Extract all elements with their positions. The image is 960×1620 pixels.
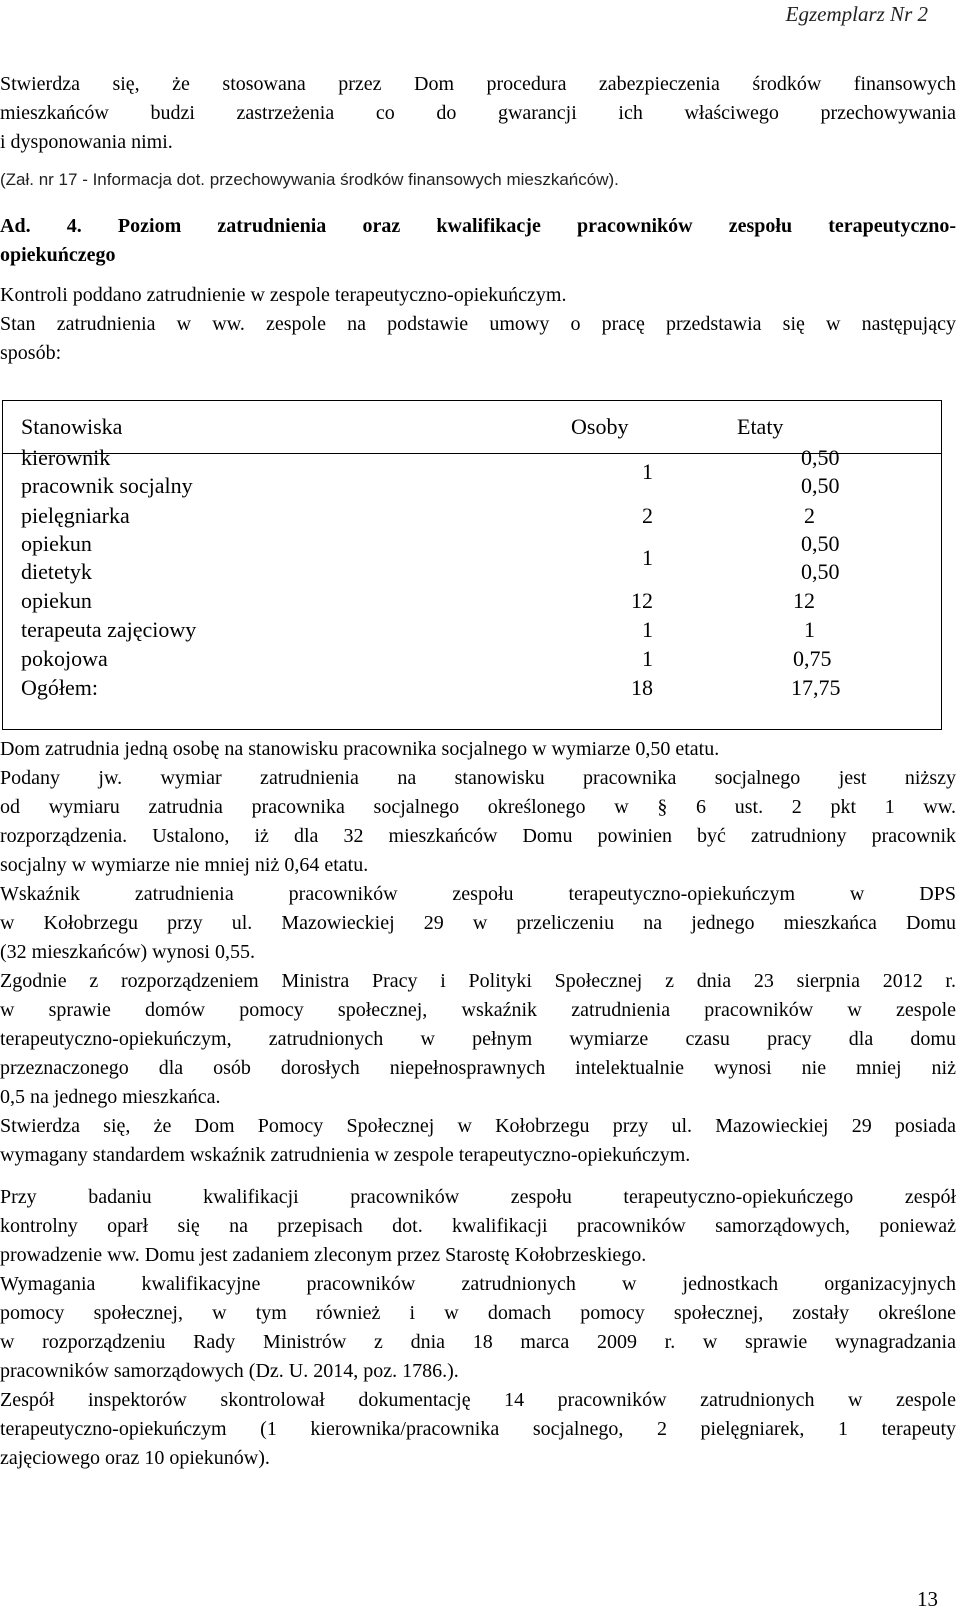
page-number: 13	[917, 1587, 938, 1611]
text-line: kontrolny oparł się na przepisach dot. kwalifikacji pracowników samorządowych, ponieważ	[0, 1215, 956, 1237]
section-heading	[0, 212, 956, 270]
table-cell-people: 2	[642, 503, 653, 528]
table-cell-position: terapeuta zajęciowy	[21, 617, 197, 642]
table-cell-position: dietetyk	[21, 559, 92, 584]
text-line: w sprawie domów pomocy społecznej, wskaźnik zatrudnienia pracowników w zespole	[0, 999, 956, 1021]
text-line: pracowników samorządowych (Dz. U. 2014, poz. 1786.).	[0, 1360, 459, 1382]
attachment-note-text: (Zał. nr 17 - Informacja dot. przechowywania środków finansowych mieszkańców).	[0, 170, 619, 189]
table-cell-fte: 2	[804, 503, 815, 528]
text-line: przeznaczonego dla osób dorosłych niepełnosprawnych intelektualnie wynosi nie mniej niż	[0, 1057, 956, 1079]
intro-paragraph	[0, 70, 956, 157]
text-line: socjalny w wymiarze nie mniej niż 0,64 etatu.	[0, 854, 369, 876]
text-line: w rozporządzeniu Rady Ministrów z dnia 18 marca 2009 r. w sprawie wynagradzania	[0, 1331, 956, 1353]
staffing-table	[2, 400, 942, 730]
body-paragraph-1	[0, 735, 956, 1170]
table-cell-people: 1	[642, 545, 653, 570]
table-cell-position: pokojowa	[21, 646, 108, 671]
text-line: sposób:	[0, 342, 62, 364]
text-line: 0,5 na jednego mieszkańca.	[0, 1086, 221, 1108]
text-line: Stan zatrudnienia w ww. zespole na podstawie umowy o pracę przedstawia się w następujący	[0, 313, 956, 335]
table-cell-fte: 0,50	[801, 473, 840, 498]
table-cell-total-fte: 17,75	[791, 675, 841, 700]
heading-line: Ad. 4. Poziom zatrudnienia oraz kwalifikacje pracowników zespołu terapeutyczno-	[0, 215, 956, 237]
table-cell-people: 1	[642, 459, 653, 484]
text-line: Stwierdza się, że stosowana przez Dom procedura zabezpieczenia środków finansowych	[0, 73, 956, 95]
text-line: i dysponowania nimi.	[0, 131, 173, 153]
table-cell-position: pracownik socjalny	[21, 473, 193, 498]
section-intro	[0, 281, 956, 368]
text-line: terapeutyczno-opiekuńczym (1 kierownika/pracownika socjalnego, 2 pielęgniarek, 1 terapeuty	[0, 1418, 956, 1440]
text-line: Dom zatrudnia jedną osobę na stanowisku pracownika socjalnego w wymiarze 0,50 etatu.	[0, 738, 720, 760]
text-line: Stwierdza się, że Dom Pomocy Społecznej w Kołobrzegu przy ul. Mazowieckiej 29 posiada	[0, 1115, 956, 1137]
table-cell-fte: 0,75	[793, 646, 832, 671]
text-line: pomocy społecznej, w tym również i w domach pomocy społecznej, zostały określone	[0, 1302, 956, 1324]
table-cell-total-people: 18	[631, 675, 653, 700]
text-line: Kontroli poddano zatrudnienie w zespole terapeutyczno-opiekuńczym.	[0, 284, 567, 306]
table-cell-fte: 0,50	[801, 445, 840, 470]
text-line: mieszkańców budzi zastrzeżenia co do gwarancji ich właściwego przechowywania	[0, 102, 956, 124]
text-line: terapeutyczno-opiekuńczym, zatrudnionych w pełnym wymiarze czasu pracy dla domu	[0, 1028, 956, 1050]
table-cell-people: 1	[642, 617, 653, 642]
text-line: (32 mieszkańców) wynosi 0,55.	[0, 941, 255, 963]
text-line: w Kołobrzegu przy ul. Mazowieckiej 29 w przeliczeniu na jednego mieszkańca Domu	[0, 912, 956, 934]
text-line: zajęciowego oraz 10 opiekunów).	[0, 1447, 270, 1469]
table-cell-fte: 0,50	[801, 559, 840, 584]
heading-line: opiekuńczego	[0, 244, 116, 266]
table-cell-total-label: Ogółem:	[21, 675, 98, 700]
table-cell-position: kierownik	[21, 445, 111, 470]
table-cell-fte: 0,50	[801, 531, 840, 556]
body-paragraph-2	[0, 1183, 956, 1473]
table-cell-fte: 1	[804, 617, 815, 642]
text-line: Wymagania kwalifikacyjne pracowników zatrudnionych w jednostkach organizacyjnych	[0, 1273, 956, 1295]
text-line: wymagany standardem wskaźnik zatrudnienia w zespole terapeutyczno-opiekuńczym.	[0, 1144, 691, 1166]
table-cell-position: opiekun	[21, 588, 92, 613]
text-line: Podany jw. wymiar zatrudnienia na stanowisku pracownika socjalnego jest niższy	[0, 767, 956, 789]
table-cell-position: pielęgniarka	[21, 503, 130, 528]
copy-label: Egzemplarz Nr 2	[785, 2, 928, 26]
header-position: Stanowiska	[21, 414, 123, 439]
text-line: Wskaźnik zatrudnienia pracowników zespołu terapeutyczno-opiekuńczym w DPS	[0, 883, 956, 905]
text-line: Zgodnie z rozporządzeniem Ministra Pracy i Polityki Społecznej z dnia 23 sierpnia 2012 r.	[0, 970, 956, 992]
table-cell-fte: 12	[793, 588, 815, 613]
text-line: rozporządzenia. Ustalono, iż dla 32 mieszkańców Domu powinien być zatrudniony pracownik	[0, 825, 956, 847]
header-fte: Etaty	[737, 414, 784, 439]
text-line: Zespół inspektorów skontrolował dokumentację 14 pracowników zatrudnionych w zespole	[0, 1389, 956, 1411]
table-cell-people: 1	[642, 646, 653, 671]
attachment-note	[0, 165, 956, 194]
text-line: od wymiaru zatrudnia pracownika socjalnego określonego w § 6 ust. 2 pkt 1 ww.	[0, 796, 956, 818]
text-line: Przy badaniu kwalifikacji pracowników zespołu terapeutyczno-opiekuńczego zespół	[0, 1186, 956, 1208]
text-line: prowadzenie ww. Domu jest zadaniem zleconym przez Starostę Kołobrzeskiego.	[0, 1244, 647, 1266]
header-people: Osoby	[571, 414, 629, 439]
table-cell-position: opiekun	[21, 531, 92, 556]
table-cell-people: 12	[631, 588, 653, 613]
